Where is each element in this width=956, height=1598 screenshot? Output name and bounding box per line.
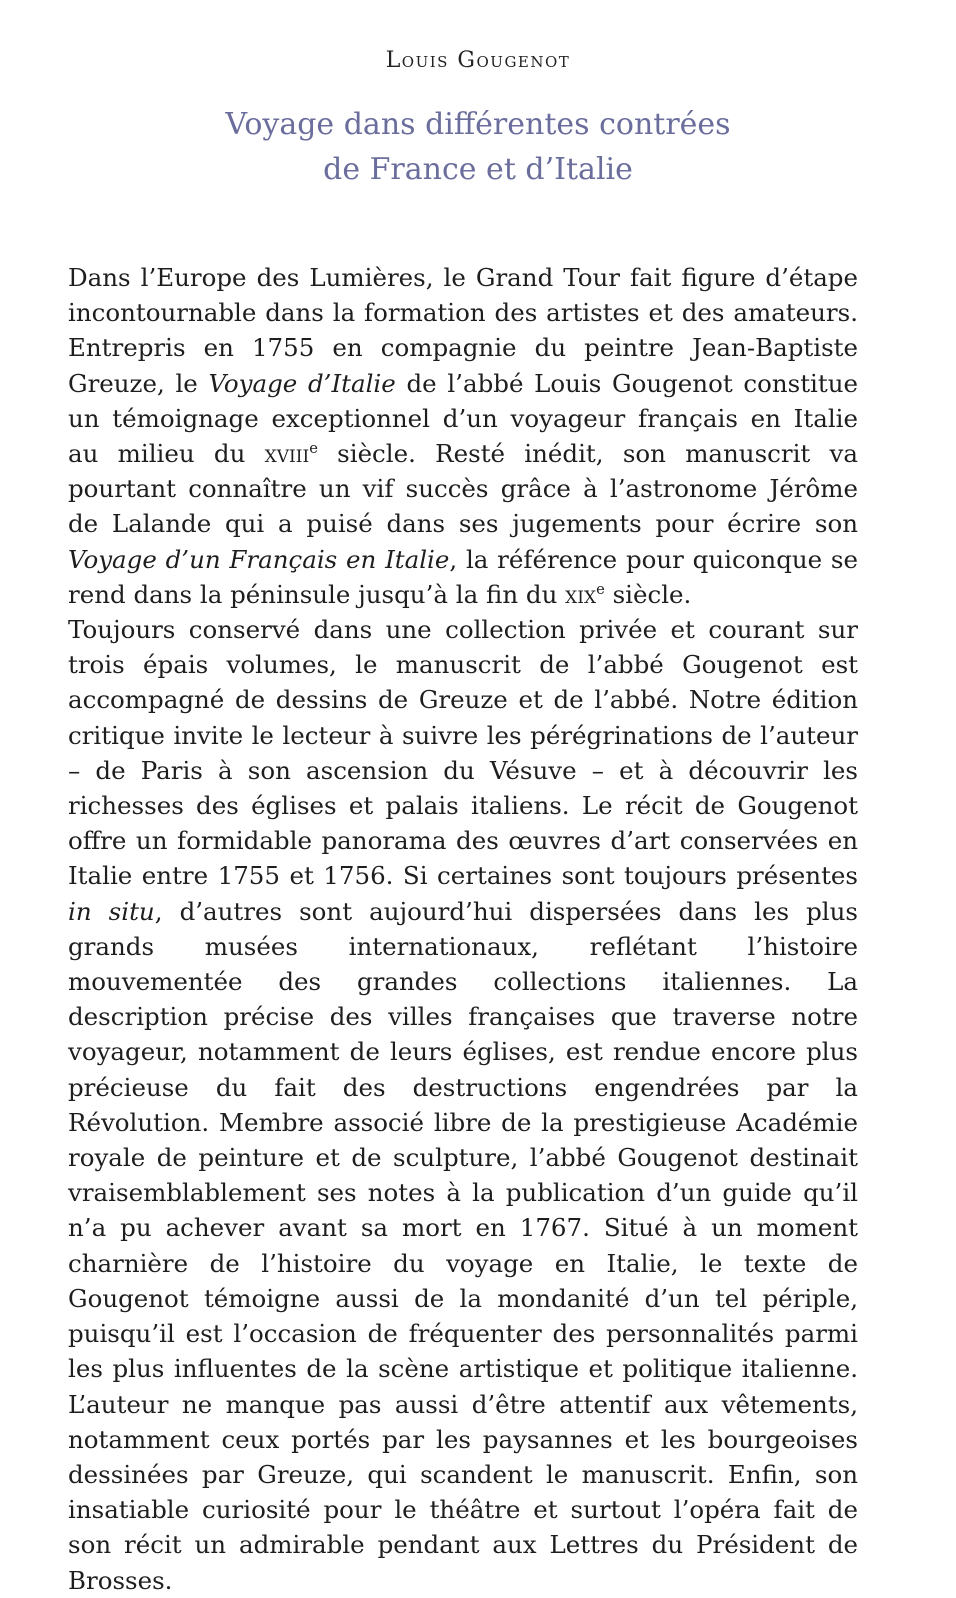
book-title-line-2: de France et d’Italie [323, 152, 633, 187]
p1-text-2: de l’abbé Louis Gougenot constitue un témoignage exceptionnel d’un voyageur français en Italie au milieu du [68, 368, 859, 469]
century-18-sup: e [309, 439, 318, 457]
description-text [68, 260, 858, 1598]
paragraph-1 [68, 260, 858, 612]
work-title-voyage-italie: Voyage d’Italie [208, 368, 396, 398]
p1-text-1: Dans l’Europe des Lumières, le Grand Tour fait figure d’étape incontournable dans la formation des artistes et des amateurs. Entrepris en 1755 en compagnie du peintre Jean-Baptiste Greuze, le [68, 263, 858, 398]
paragraph-2 [68, 612, 858, 1598]
work-title-voyage-francais: Voyage d’un Français en Italie [68, 544, 450, 574]
p1-text-3: siècle. Resté inédit, son manuscrit va pourtant connaître un vif succès grâce à l’astronome Jérôme de Lalande qui a puisé dans ses jugements pour écrire son [68, 439, 858, 539]
century-18: xviii [264, 439, 310, 469]
author-name: Louis Gougenot [385, 48, 571, 73]
p1-text-4: , la référence pour quiconque se rend dans la péninsule jusqu’à la fin du [68, 544, 859, 609]
book-title [0, 102, 956, 192]
p2-text-2: , d’autres sont aujourd’hui dispersées dans les plus grands musées internationaux, reflétant l’histoire mouvementée des grandes collections italiennes. La description précise des villes françaises que traverse notre voyageur, notamment de leurs églises, est rendue encore plus précieuse du fait des destructions engendrées par la Révolution. Membre associé libre de la prestigieuse Académie royale de peinture et de sculpture, l’abbé Gougenot destinait vraisemblablement ses notes à la publication d’un guide qu’il n’a pu achever avant sa mort en 1767. Situé à un moment charnière de l’histoire du voyage en Italie, le texte de Gougenot témoigne aussi de la mondanité d’un tel périple, puisqu’il est l’occasion de fréquenter des personnalités parmi les plus influentes de la scène artistique et politique italienne. L’auteur ne manque pas aussi d’être attentif aux vêtements, notamment ceux portés par les paysannes et les bourgeoises dessinées par Greuze, qui scandent le manuscrit. Enfin, son insatiable curiosité pour le théâtre et surtout l’opéra fait de son récit un admirable pendant aux Lettres du Président de Brosses. [68, 896, 858, 1595]
book-title-line-1: Voyage dans différentes contrées [225, 107, 731, 142]
in-situ-term: in situ [68, 896, 155, 926]
p1-text-5: siècle. [604, 579, 692, 609]
century-19: xix [565, 579, 597, 609]
p2-text-1: Toujours conservé dans une collection privée et courant sur trois épais volumes, le manuscrit de l’abbé Gougenot est accompagné de dessins de Greuze et de l’abbé. Notre édition critique invite le lecteur à suivre les pérégrinations de l’auteur – de Paris à son ascension du Vésuve – et à découvrir les richesses des églises et palais italiens. Le récit de Gougenot offre un formidable panorama des œuvres d’art conservées en Italie entre 1755 et 1756. Si certaines sont toujours présentes [68, 615, 858, 891]
century-19-sup: e [596, 580, 605, 598]
